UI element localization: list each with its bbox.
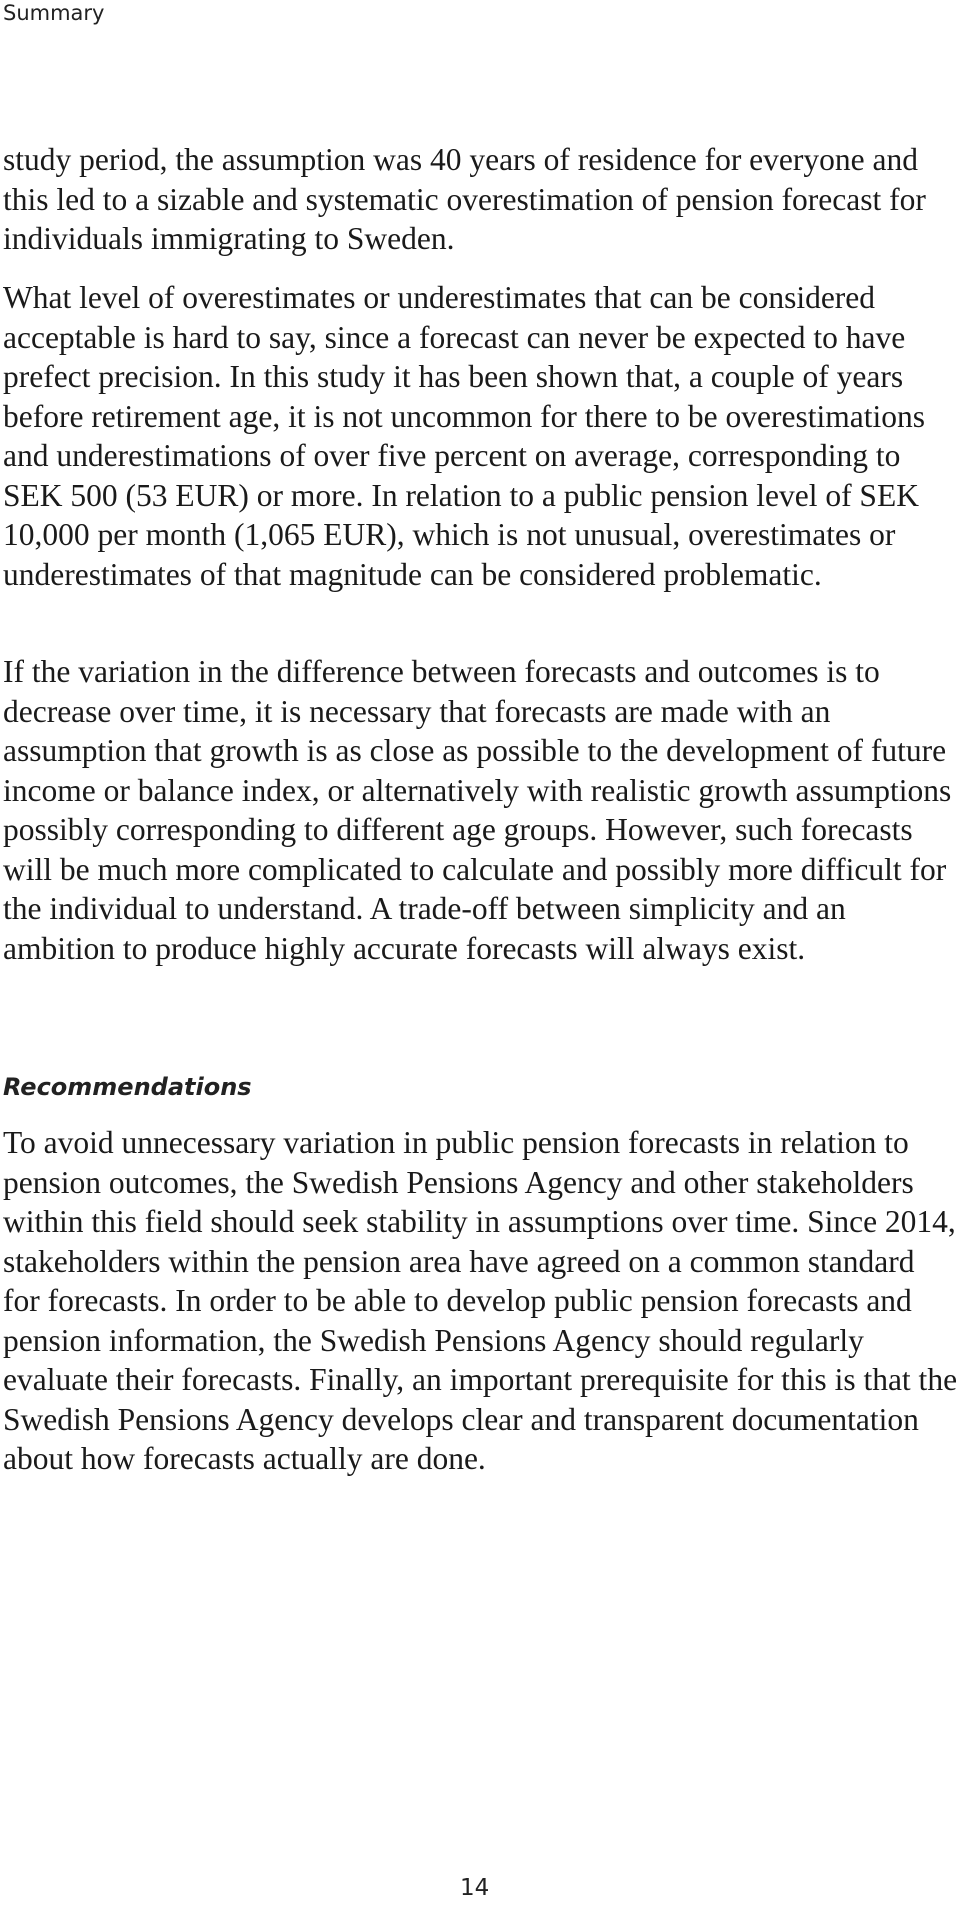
paragraph-variation: If the variation in the difference between forecasts and outcomes is to decrease over time, it is necessary that forecasts are made with an assumption that growth is as close as possible to the development of future income or balance index, or alternatively with realistic growth assumptions possibly corresponding to different age groups. However, such forecasts will be much more complicated to calculate and possibly more difficult for the individual to understand. A trade-off between simplicity and an ambition to produce highly accurate forecasts will always exist. — [3, 654, 952, 966]
paragraph-recommendations: To avoid unnecessary variation in public pension forecasts in relation to pension outcomes, the Swedish Pensions Agency and other stakeholders within this field should seek stability in assumptions over time. Since 2014, stakeholders within the pension area have agreed on a common standard for forecasts. In order to be able to develop public pension forecasts and pension information, the Swedish Pensions Agency should regularly evaluate their forecasts. Finally, an important prerequisite for this is that the Swedish Pensions Agency develops clear and transparent documentation about how forecasts actually are done. — [3, 1125, 958, 1476]
paragraph-acceptable-level: What level of overestimates or underestimates that can be considered acceptable is hard to say, since a forecast can never be expected to have prefect precision. In this study it has been shown that, a couple of years before retirement age, it is not uncommon for there to be overestimations and underestimations of over five percent on average, corresponding to SEK 500 (53 EUR) or more. In relation to a public pension level of SEK 10,000 per month (1,065 EUR), which is not unusual, overestimates or underestimates of that magnitude can be considered problematic. — [3, 280, 925, 592]
paragraph-residence-assumption: study period, the assumption was 40 years of residence for everyone and this led to a sizable and systematic overestimation of pension forecast for individuals immigrating to Sweden. — [3, 142, 926, 256]
page-number: 14 — [460, 1875, 490, 1901]
section-heading-recommendations: Recommendations — [3, 1073, 252, 1101]
running-header: Summary — [3, 1, 105, 25]
